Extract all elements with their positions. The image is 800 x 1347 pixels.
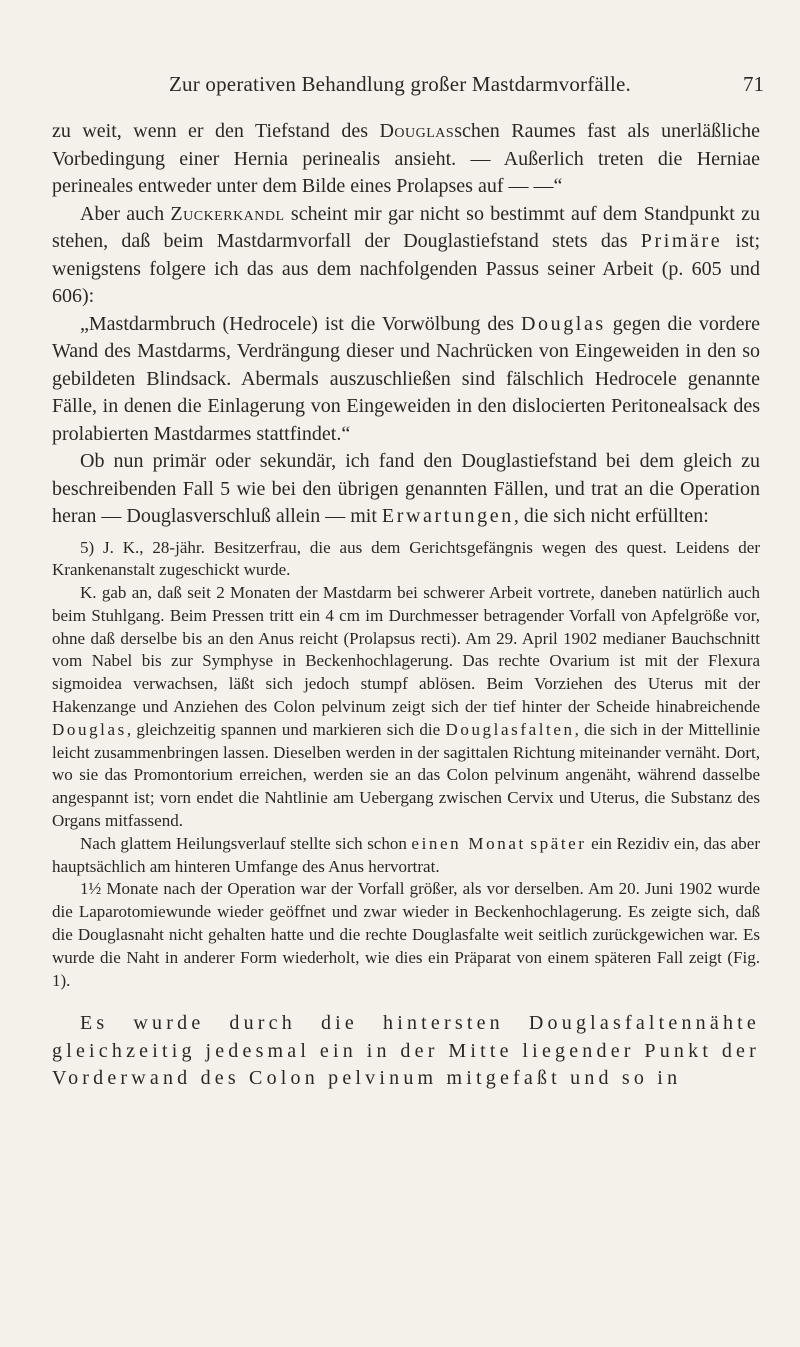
text-run: , die sich in der Mittellinie leicht zusammenbringen lassen. Dieselben werden in der sagittalen Richtung miteinander vernäht. Dort, wo sie das Promontorium erreichen, werden sie an das Colon pelvinum angenäht, während dasselbe angespannt ist; vorn endet die Nahtlinie am Uebergang zwischen Cervix und Uterus, die Substanz des Organs mitfassend. — [52, 719, 761, 831]
text-run: scheint mir gar nicht so bestimmt auf dem Standpunkt zu stehen, daß beim Mastdarmvorfall der Douglastiefstand stets das — [52, 202, 761, 252]
spaced-emphasis: Douglas — [520, 312, 606, 335]
paragraph-zuckerkandl — [52, 201, 760, 311]
body-text — [52, 118, 760, 1093]
text-run: „Mastdarmbruch (Hedrocele) ist die Vorwölbung des — [80, 312, 521, 335]
text-run: ein Rezidiv ein, das aber hauptsächlich am hinteren Umfange des Anus hervortrat. — [52, 833, 760, 876]
text-run: , gleichzeitig spannen und markieren sich die — [126, 719, 446, 739]
case-report-recurrence — [52, 833, 760, 879]
paragraph-transition — [52, 448, 760, 531]
text-run: Aber auch — [80, 202, 171, 225]
text-run: K. gab an, daß seit 2 Monaten der Mastdarm bei schwerer Arbeit vortrete, daneben natürlich auch beim Stuhlgang. Beim Pressen tritt ein 4 cm im Durchmesser betragender Vorfall von Apfelgröße vor, ohne daß derselbe bis an den Anus reicht (Prolapsus recti). Am 29. April 1902 medianer Bauchschnitt vom Nabel bis zur Symphyse in Beckenhochlagerung. Das rechte Ovarium ist mit der Flexura sigmoidea verwachsen, läßt sich jedoch stumpf ablösen. Beim Vorziehen des Uterus mit der Hakenzange und Anziehen des Colon pelvinum zeigt sich der tief hinter der Scheide hinabreichende — [52, 583, 760, 717]
text-run: schen Raumes fast als unerläßliche Vorbedingung einer Hernia perinealis ansieht. — Außerlich treten die Herniae perineales entweder unter dem Bilde eines Prolapses auf — —“ — [52, 120, 761, 197]
text-run: Ob nun primär oder sekundär, ich fand den Douglastiefstand bei dem gleich zu beschreibenden Fall 5 wie bei den übrigen genannten Fällen, und trat an die Operation heran — Douglasverschluß allein — mit — [52, 450, 760, 527]
text-run: zu weit, wenn er den Tiefstand des — [52, 120, 380, 142]
text-run: ist; wenigstens folgere ich das aus dem nachfolgenden Passus seiner Arbeit (p. 605 und 606): — [52, 230, 760, 307]
spaced-emphasis: Erwartungen — [381, 505, 514, 527]
spaced-emphasis: Douglasfalten — [445, 719, 575, 739]
paragraph-continuation — [52, 118, 760, 201]
text-run: Nach glattem Heilungsverlauf stellte sich schon — [80, 833, 412, 853]
spaced-emphasis: einen Monat — [411, 833, 526, 853]
page-number: 71 — [743, 72, 764, 96]
paragraph-closing: Es wurde durch die hintersten Douglasfaltennähte gleichzeitig jedesmal ein in der Mitte liegender Punkt der Vorderwand des Colon pelvinum mitgefaßt und so in — [52, 1012, 760, 1090]
text-run: , die sich nicht erfüllten: — [513, 505, 709, 527]
running-title: Zur operativen Behandlung großer Mastdarmvorfälle. — [169, 72, 631, 96]
case-report-operation — [52, 582, 760, 833]
author-name-zuckerkandl: Zuckerkandl — [170, 202, 285, 225]
author-name-douglas: Douglas — [379, 120, 455, 142]
case-report-reoperation: 1½ Monate nach der Operation war der Vorfall größer, als vor derselben. Am 20. Juni 1902 wurde die Laparotomiewunde wieder geöffnet und zwar wieder in Beckenhochlagerung. Es zeigte sich, daß die Douglasnaht nicht gehalten hatte und die rechte Douglasfalte weit seitlich zurückgewichen war. Es wurde die Naht in anderer Form wiederholt, wie dies ein Präparat von einem späteren Fall zeigt (Fig. 1). — [52, 879, 760, 990]
paragraph-quote — [52, 311, 760, 449]
page-header — [0, 72, 800, 102]
spaced-emphasis: Primäre — [640, 230, 723, 252]
text-run: gegen die vordere Wand des Mastdarms, Verdrängung dieser und Nachrücken von Eingeweiden in den so gebildeten Blindsack. Abermals auszuschließen sind fälschlich Hedrocele genannte Fälle, in denen die Einlagerung von Eingeweiden in den dislocierten Peritonealsack des prolabierten Mastdarmes stattfindet.“ — [52, 312, 760, 445]
spaced-emphasis: später — [530, 833, 587, 853]
case-report-intro: 5) J. K., 28-jähr. Besitzerfrau, die aus dem Gerichtsgefängnis wegen des quest. Leidens der Krankenanstalt zugeschickt wurde. — [52, 537, 760, 580]
spaced-emphasis: Douglas — [52, 719, 127, 739]
